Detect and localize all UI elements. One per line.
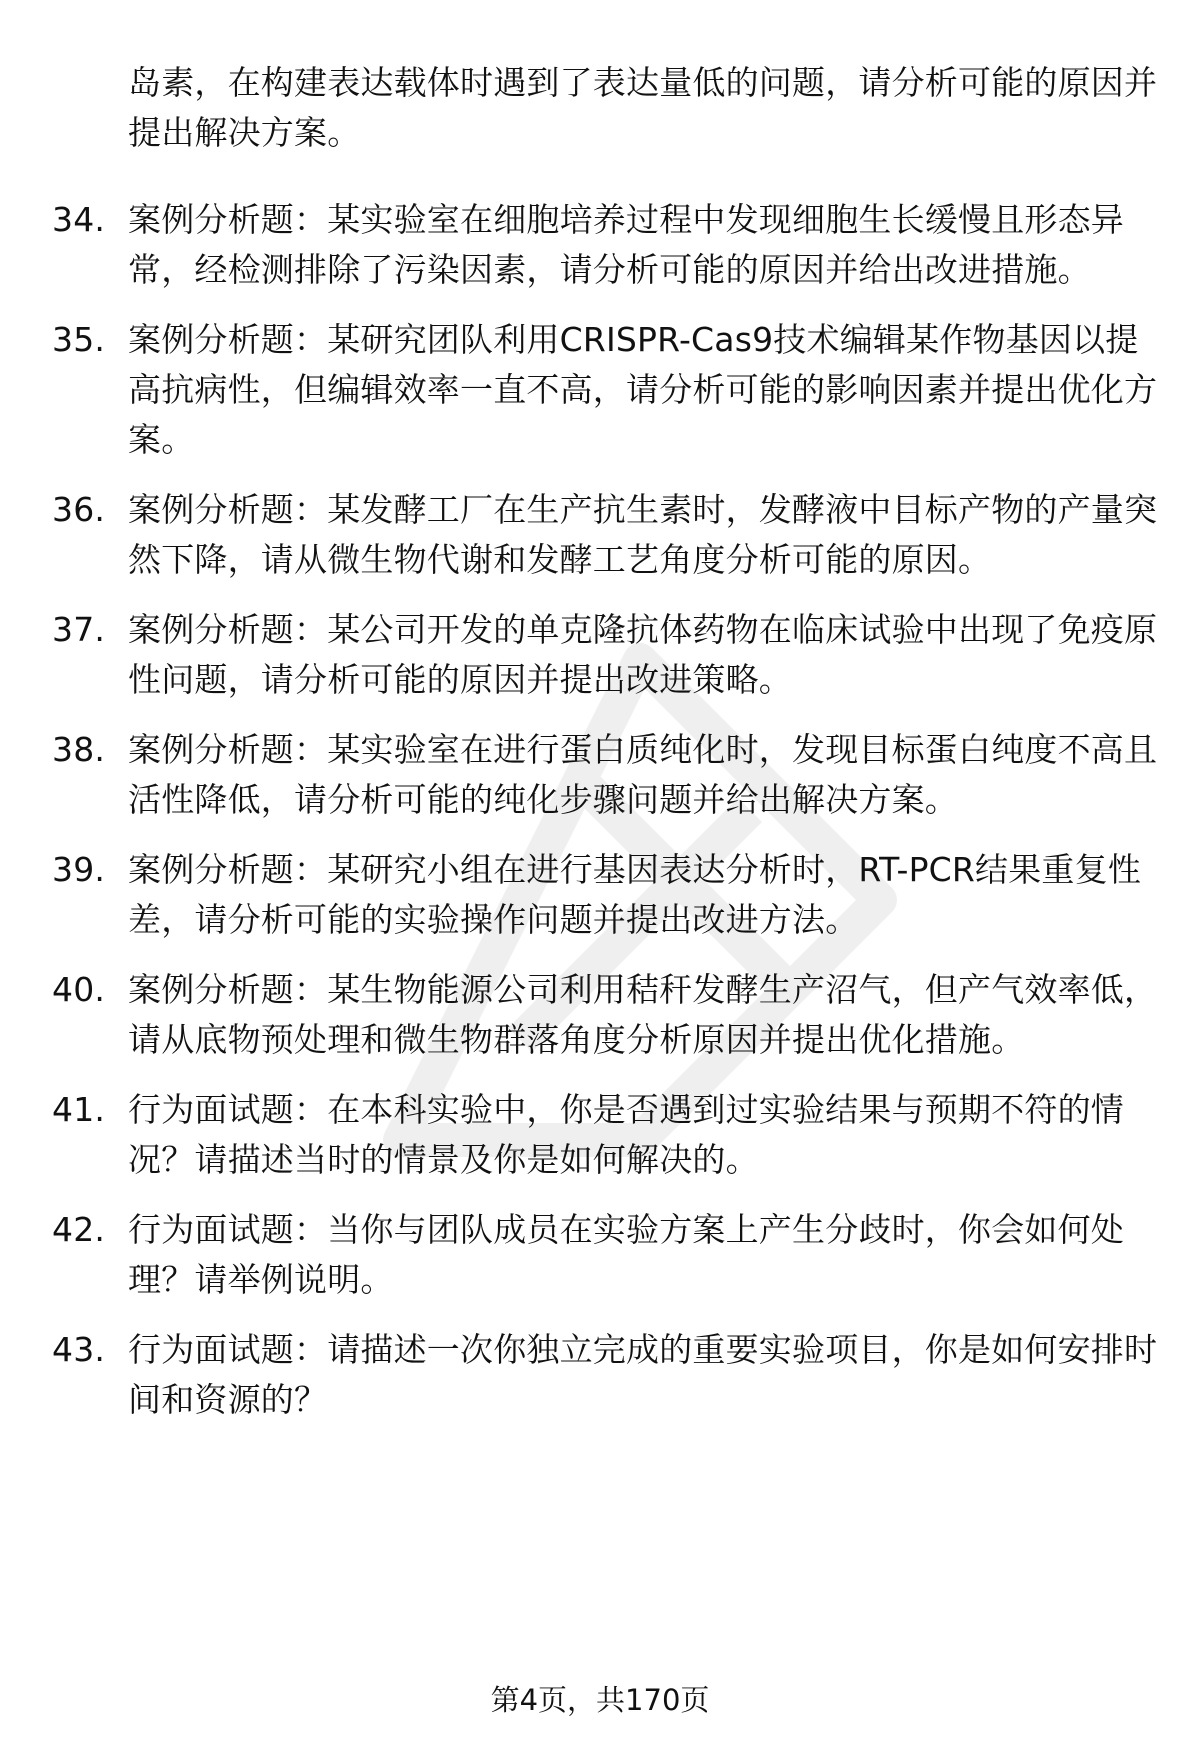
question-item-39: [0, 845, 1200, 945]
question-item-41: [0, 1085, 1200, 1185]
question-list: [0, 195, 1200, 1425]
question-item-38: [0, 725, 1200, 825]
question-item-35: [0, 315, 1200, 465]
question-number: 39.: [52, 850, 106, 889]
previous-question-continuation: 岛素，在构建表达载体时遇到了表达量低的问题，请分析可能的原因并提出解决方案。: [128, 63, 1158, 152]
question-number: 41.: [52, 1090, 106, 1129]
question-text: 案例分析题：某实验室在进行蛋白质纯化时，发现目标蛋白纯度不高且活性降低，请分析可能的纯化步骤问题并给出解决方案。: [128, 730, 1158, 819]
question-text: 案例分析题：某实验室在细胞培养过程中发现细胞生长缓慢且形态异常，经检测排除了污染因素，请分析可能的原因并给出改进措施。: [128, 200, 1124, 289]
question-item-40: [0, 965, 1200, 1065]
question-text: 案例分析题：某公司开发的单克隆抗体药物在临床试验中出现了免疫原性问题，请分析可能的原因并提出改进策略。: [128, 610, 1158, 699]
question-item-42: [0, 1205, 1200, 1305]
question-text: 行为面试题：当你与团队成员在实验方案上产生分歧时，你会如何处理？请举例说明。: [128, 1210, 1124, 1299]
question-number: 34.: [52, 200, 106, 239]
question-text: 案例分析题：某研究团队利用CRISPR-Cas9技术编辑某作物基因以提高抗病性，但编辑效率一直不高，请分析可能的影响因素并提出优化方案。: [128, 320, 1158, 459]
question-number: 42.: [52, 1210, 106, 1249]
question-number: 40.: [52, 970, 106, 1009]
question-number: 43.: [52, 1330, 106, 1369]
question-number: 35.: [52, 320, 106, 359]
question-text: 案例分析题：某研究小组在进行基因表达分析时，RT-PCR结果重复性差，请分析可能的实验操作问题并提出改进方法。: [128, 850, 1142, 939]
question-item-36: [0, 485, 1200, 585]
question-item-34: [0, 195, 1200, 295]
question-number: 38.: [52, 730, 106, 769]
question-text: 案例分析题：某生物能源公司利用秸秆发酵生产沼气，但产气效率低，请从底物预处理和微生物群落角度分析原因并提出优化措施。: [128, 970, 1158, 1059]
question-number: 36.: [52, 490, 106, 529]
question-number: 37.: [52, 610, 106, 649]
question-item-37: [0, 605, 1200, 705]
question-text: 行为面试题：在本科实验中，你是否遇到过实验结果与预期不符的情况？请描述当时的情景及你是如何解决的。: [128, 1090, 1124, 1179]
page-number-label: 第4页，共170页: [490, 1683, 710, 1717]
page-footer: [0, 1680, 1200, 1720]
question-text: 行为面试题：请描述一次你独立完成的重要实验项目，你是如何安排时间和资源的？: [128, 1330, 1158, 1419]
question-text: 案例分析题：某发酵工厂在生产抗生素时，发酵液中目标产物的产量突然下降，请从微生物代谢和发酵工艺角度分析可能的原因。: [128, 490, 1158, 579]
question-item-43: [0, 1325, 1200, 1425]
